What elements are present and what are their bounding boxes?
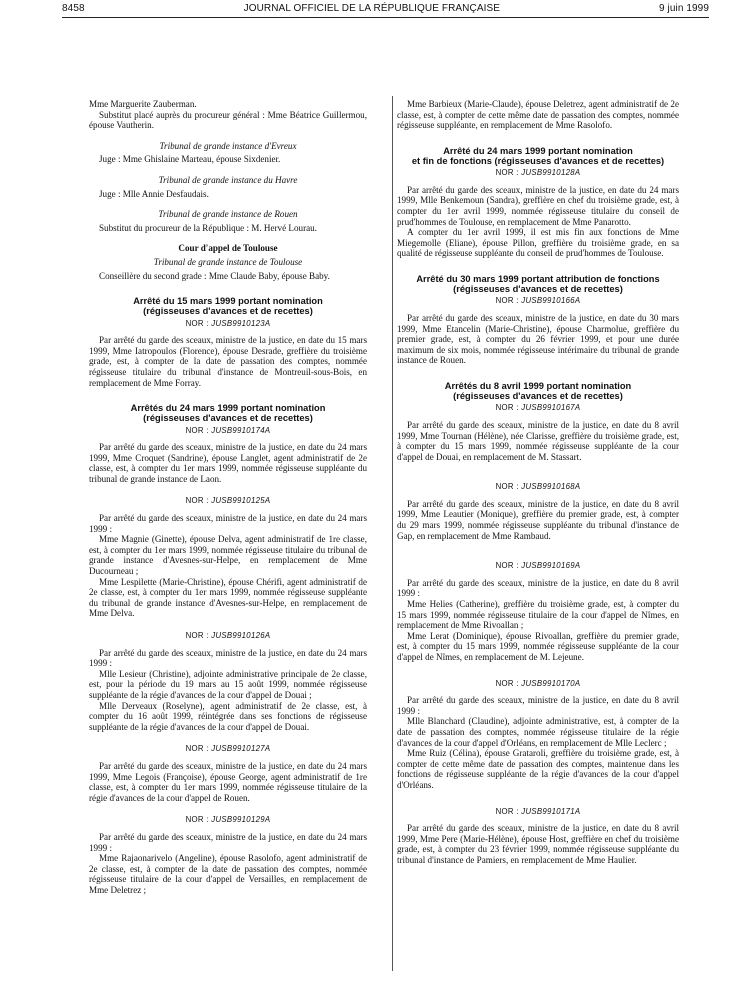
journal-title: JOURNAL OFFICIEL DE LA RÉPUBLIQUE FRANÇAISE [243, 2, 501, 14]
right-column [397, 99, 679, 866]
decree-title [397, 274, 679, 294]
decree-title-line: (régisseuses d'avances et de recettes) [143, 306, 313, 317]
decree-title [397, 146, 679, 166]
paragraph: Par arrêté du garde des sceaux, ministre de la justice, en date du 8 avril 1999, Mme Leautier (Monique), greffière du premier grade, est, à compter du 29 mars 1999, nommée régisseuse suppléante du tribunal d'instance de Gap, en remplacement de Mme Rambaud. [397, 498, 679, 541]
decree-title-line: (régisseuses d'avances et de recettes) [453, 284, 623, 295]
nor-code: JUSB9910167A [521, 403, 581, 413]
nor-label: NOR : [185, 744, 209, 754]
court-heading: Cour d'appel de Toulouse [178, 243, 278, 254]
decree-title-line: Arrêté du 24 mars 1999 portant nomination [443, 145, 633, 156]
nor-label: NOR : [495, 168, 519, 178]
paragraph: Conseillère du second grade : Mme Claude Baby, épouse Baby. [99, 270, 330, 281]
nor-code: JUSB9910125A [211, 496, 271, 506]
paragraph: Par arrêté du garde des sceaux, ministre de la justice, en date du 8 avril 1999, Mme Pere (Marie-Hélène), épouse Host, greffière en chef du troisième grade, est, à compter du 23 février 1999, nommée régisseuse suppléante du tribunal d'instance de Pamiers, en remplacement de Mme Haulier. [397, 823, 679, 865]
nor-label: NOR : [185, 425, 209, 435]
page-number: 8458 [62, 2, 85, 14]
decree-title [89, 296, 367, 316]
paragraph: Juge : Mme Ghislaine Marteau, épouse Sixdenier. [99, 154, 281, 165]
paragraph: Juge : Mlle Annie Desfaudais. [99, 188, 209, 199]
issue-date: 9 juin 1999 [658, 2, 709, 14]
nor-code: JUSB9910126A [211, 631, 271, 640]
paragraph: Mme Rajaonarivelo (Angeline), épouse Rasolofo, agent administratif de 2e classe, est, à compter de la date de passation des comptes, nommée régisseuse titulaire de la cour d'appel de Versailles, en remplacement de Mme Deletrez ; [89, 853, 367, 895]
nor-code: JUSB9910129A [211, 815, 271, 825]
nor-label: NOR : [495, 296, 519, 306]
nor-label: NOR : [185, 496, 209, 506]
nor-code: JUSB9910169A [521, 561, 581, 571]
paragraph: Mme Helies (Catherine), greffière du troisième grade, est, à compter du 15 mars 1999, nommée régisseuse titulaire de la cour d'appel de Nîmes, en remplacement de Mme Rivoallan ; [397, 599, 679, 631]
decree-title-line: (régisseuses d'avances et de recettes) [453, 391, 623, 402]
decree-title [89, 403, 367, 423]
paragraph: Par arrêté du garde des sceaux, ministre de la justice, en date du 24 mars 1999, Mlle Benkemoun (Sandra), greffière en chef du troisième grade, est, à compter du 1er avril 1999, nommée régisseuse titulaire du conseil de prud'hommes de Toulouse, en remplacement de Mme Panarotto. [397, 184, 679, 227]
header-rule [62, 17, 709, 18]
nor-code: JUSB9910174A [211, 425, 271, 435]
paragraph: Mme Magnie (Ginette), épouse Delva, agent administratif de 1re classe, est, à compter du 1er mars 1999, nommée régisseuse titulaire du tribunal de grande instance d'Avesnes-sur-Helpe, en remplacement de Mme Ducourneau ; [89, 534, 367, 577]
paragraph: A compter du 1er avril 1999, il est mis fin aux fonctions de Mme Miegemolle (Eliane), épouse Pillon, greffière du troisième grade, en sa qualité de régisseuse suppléante du conseil de prud'hommes de Toulouse. [397, 227, 679, 259]
decree-title-line: Arrêté du 30 mars 1999 portant attribution de fonctions [416, 273, 660, 284]
nor-reference [89, 426, 367, 437]
tribunal-heading: Tribunal de grande instance d'Evreux [159, 140, 297, 151]
nor-reference [89, 496, 367, 507]
tribunal-heading: Tribunal de grande instance de Toulouse [153, 256, 303, 267]
nor-reference [89, 744, 367, 755]
nor-label: NOR : [495, 403, 519, 413]
nor-reference [397, 561, 679, 572]
paragraph: Mme Ruiz (Célina), épouse Grataroli, greffière du troisième grade, est, à compter de cette même date de passation des comptes, maintenue dans les fonctions de régisseuse suppléante de la régie d'avances de la cour d'appel d'Orléans. [397, 748, 679, 790]
nor-reference [397, 168, 679, 179]
nor-label: NOR : [185, 631, 209, 640]
paragraph: Mme Barbieux (Marie-Claude), épouse Deletrez, agent administratif de 2e classe, est, à compter de cette même date de passation des comptes, nommée régisseuse suppléante, en remplacement de Mme Rasolofo. [397, 99, 679, 131]
paragraph: Par arrêté du garde des sceaux, ministre de la justice, en date du 24 mars 1999, Mme Croquet (Sandrine), épouse Langlet, agent administratif de 2e classe, est, à compter du 1er mars 1999, nommée régisseuse suppléante du tribunal de grande instance de Laon. [89, 442, 367, 484]
column-separator [392, 96, 393, 971]
nor-code: JUSB9910171A [521, 806, 581, 816]
nor-reference [397, 679, 679, 690]
paragraph: Par arrêté du garde des sceaux, ministre de la justice, en date du 30 mars 1999, Mme Etancelin (Marie-Christine), épouse Charmolue, greffière du premier grade, est, à compter du 26 février 1999, et pour une durée maximum de six mois, nommée régisseuse intérimaire du tribunal de grande instance de Rouen. [397, 312, 679, 366]
nor-reference [397, 296, 679, 307]
decree-title-line: Arrêté du 15 mars 1999 portant nomination [133, 296, 323, 307]
decree-title-line: Arrêtés du 24 mars 1999 portant nomination [130, 403, 326, 414]
nor-label: NOR : [495, 678, 519, 688]
nor-reference [397, 482, 679, 493]
nor-code: JUSB9910127A [211, 744, 271, 754]
paragraph: Mme Marguerite Zauberman. [89, 99, 197, 109]
paragraph: Mlle Derveaux (Roselyne), agent administratif de 2e classe, est, à compter du 16 août 1999, réintégrée dans ses fonctions de régisseuse suppléante de la régie d'avances de la cour d'appel de Douai. [89, 700, 367, 732]
paragraph: Substitut du procureur de la République : M. Hervé Lourau. [99, 222, 317, 233]
nor-reference [89, 815, 367, 826]
paragraph: Par arrêté du garde des sceaux, ministre de la justice, en date du 24 mars 1999, Mme Legois (Françoise), épouse George, agent administratif de 1re classe, est, à compter du 1er mars 1999, nommée régisseuse titulaire de la régie d'avances de la cour d'appel de Rouen. [89, 760, 367, 803]
nor-label: NOR : [495, 806, 519, 816]
paragraph: Mlle Blanchard (Claudine), adjointe administrative, est, à compter de la date de passation des comptes, nommée régisseuse titulaire de la régie d'avances de la cour d'appel d'Orléans, en remplacement de Mlle Leclerc ; [397, 716, 679, 748]
decree-title-line: (régisseuses d'avances et de recettes) [143, 413, 313, 424]
nor-code: JUSB9910166A [521, 296, 581, 306]
left-column [89, 99, 367, 895]
paragraph: Mme Lespilette (Marie-Christine), épouse Chérifi, agent administratif de 2e classe, est, à compter du 1er mars 1999, nommée régisseuse suppléante du tribunal de grande instance d'Avesnes-sur-Helpe, en remplacement de Mme Delva. [89, 576, 367, 619]
tribunal-heading: Tribunal de grande instance du Havre [158, 174, 298, 185]
nor-label: NOR : [185, 318, 209, 328]
tribunal-heading: Tribunal de grande instance de Rouen [158, 209, 298, 220]
paragraph: Par arrêté du garde des sceaux, ministre de la justice, en date du 8 avril 1999 : [397, 695, 679, 716]
nor-reference [397, 807, 679, 818]
nor-label: NOR : [185, 815, 209, 825]
paragraph: Mme Lerat (Dominique), épouse Rivoallan, greffière du premier grade, est, à compter du 15 mars 1999, nommée régisseuse suppléante de la cour d'appel de Nîmes, en remplacement de M. Lejeune. [397, 630, 679, 662]
page-header [62, 0, 709, 16]
nor-code: JUSB9910170A [521, 678, 581, 688]
paragraph: Par arrêté du garde des sceaux, ministre de la justice, en date du 8 avril 1999, Mme Tournan (Hélène), née Clarisse, greffière du troisième grade, est, à compter du 15 mars 1999, nommée régisseuse suppléante de la cour d'appel de Douai, en remplacement de M. Stassart. [397, 419, 679, 462]
paragraph: Par arrêté du garde des sceaux, ministre de la justice, en date du 24 mars 1999 : [89, 647, 367, 669]
paragraph: Par arrêté du garde des sceaux, ministre de la justice, en date du 24 mars 1999 : [89, 831, 367, 853]
nor-label: NOR : [495, 482, 519, 492]
nor-reference [89, 319, 367, 330]
nor-reference [89, 631, 367, 642]
nor-code: JUSB9910168A [521, 482, 581, 492]
nor-code: JUSB9910123A [211, 318, 271, 328]
decree-title-line: Arrêtés du 8 avril 1999 portant nomination [444, 380, 632, 391]
nor-reference [397, 403, 679, 414]
decree-title [397, 381, 679, 401]
nor-code: JUSB9910128A [521, 168, 581, 178]
decree-title-line: et fin de fonctions (régisseuses d'avances et de recettes) [411, 155, 665, 166]
paragraph: Substitut placé auprès du procureur général : Mme Béatrice Guillermou, épouse Vautherin. [89, 109, 367, 131]
paragraph: Par arrêté du garde des sceaux, ministre de la justice, en date du 24 mars 1999 : [89, 513, 367, 534]
nor-label: NOR : [495, 561, 519, 571]
paragraph: Par arrêté du garde des sceaux, ministre de la justice, en date du 15 mars 1999, Mme Iatropoulos (Florence), épouse Desrade, greffière du troisième grade, est, à compter de la date de passation des comptes, nommée régisseuse titulaire du tribunal d'instance de Montreuil-sous-Bois, en remplacement de Mme Forray. [89, 335, 367, 388]
paragraph: Mlle Lesieur (Christine), adjointe administrative principale de 2e classe, est, pour la période du 19 mars au 15 août 1999, nommée régisseuse suppléante de la régie d'avances de la cour d'appel de Douai ; [89, 668, 367, 700]
paragraph: Par arrêté du garde des sceaux, ministre de la justice, en date du 8 avril 1999 : [397, 577, 679, 599]
